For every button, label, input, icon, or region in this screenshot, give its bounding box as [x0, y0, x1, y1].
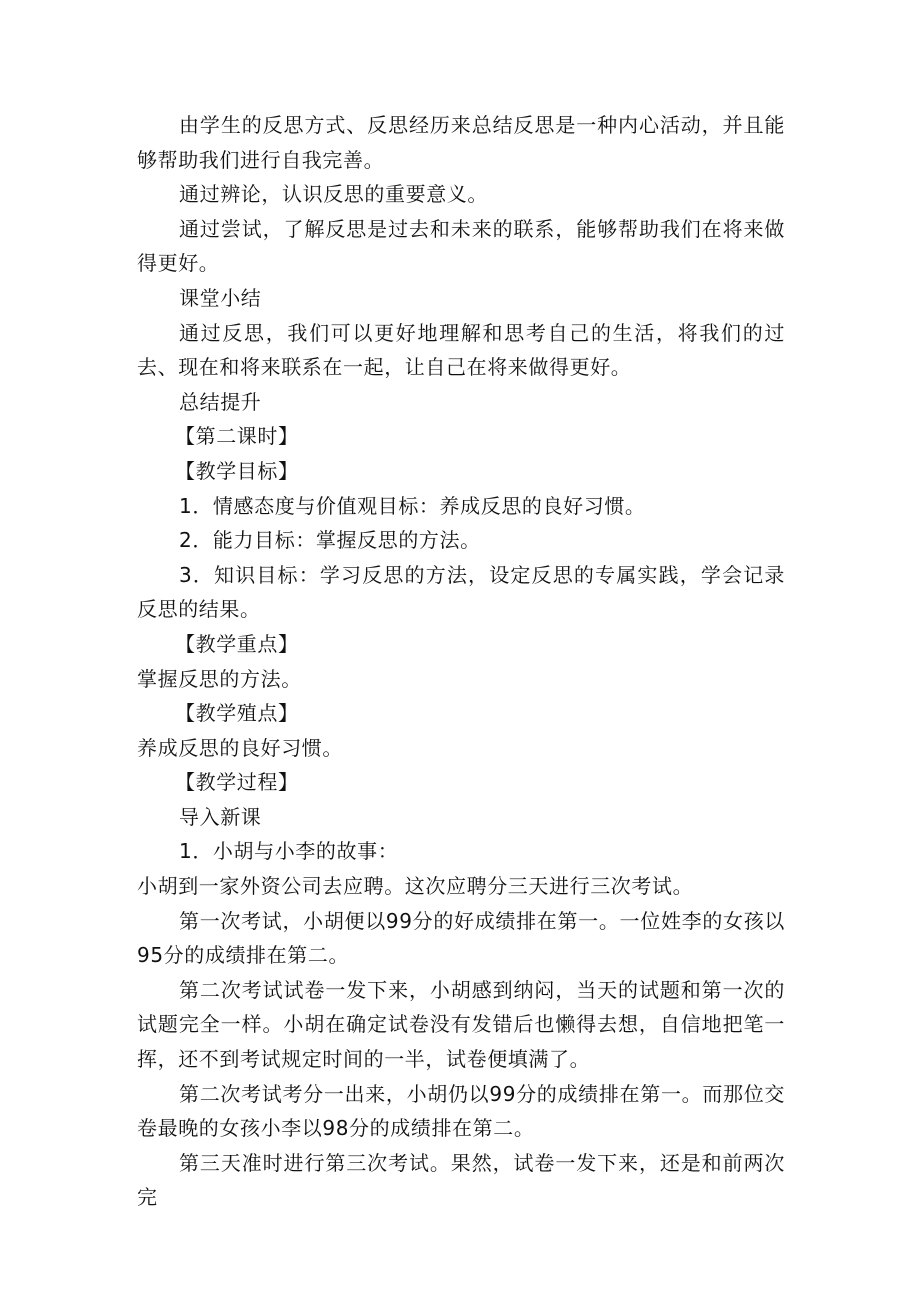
paragraph-summary-method: 由学生的反思方式、反思经历来总结反思是一种内心活动，并且能够帮助我们进行自我完善。 — [137, 113, 785, 172]
story-paragraph-3: 第二次考试试卷一发下来，小胡感到纳闷，当天的试题和第一次的试题完全一样。小胡在确定试卷没有发错后也懒得去想，自信地把笔一挥，还不到考试规定时间的一半，试卷便填满了。 — [137, 977, 785, 1072]
goal-item-2: 2．能力目标：掌握反思的方法。 — [179, 528, 481, 553]
goal-item-3: 3．知识目标：学习反思的方法，设定反思的专属实践，学会记录反思的结果。 — [137, 562, 785, 622]
document-page — [137, 108, 785, 1215]
heading-teaching-difficulty: 【教学殖点】 — [175, 701, 299, 726]
paragraph-class-summary: 通过反思，我们可以更好地理解和思考自己的生活，将我们的过去、现在和将来联系在一起，让自己在将来做得更好。 — [137, 320, 785, 380]
story-paragraph-4: 第二次考试考分一出来，小胡仍以99分的成绩排在第一。而那位交卷最晚的女孩小李以98分的成绩排在第二。 — [137, 1081, 785, 1141]
paragraph-attempt: 通过尝试，了解反思是过去和未来的联系，能够帮助我们在将来做得更好。 — [137, 216, 785, 276]
paragraph-teaching-difficulty: 养成反思的良好习惯。 — [137, 735, 343, 760]
heading-teaching-focus: 【教学重点】 — [175, 631, 299, 656]
heading-summary-improve: 总结提升 — [179, 389, 262, 414]
heading-class-summary: 课堂小结 — [179, 285, 262, 310]
story-paragraph-5: 第三天准时进行第三次考试。果然，试卷一发下来，还是和前两次完 — [137, 1150, 785, 1210]
paragraph-debate: 通过辨论，认识反思的重要意义。 — [179, 182, 488, 207]
paragraph-teaching-focus: 掌握反思的方法。 — [137, 666, 302, 691]
heading-second-lesson: 【第二课时】 — [175, 424, 299, 449]
heading-introduction: 导入新课 — [179, 804, 262, 829]
heading-teaching-process: 【教学过程】 — [175, 770, 299, 795]
heading-teaching-goals: 【教学目标】 — [175, 458, 299, 483]
story-paragraph-1: 小胡到一家外资公司去应聘。这次应聘分三天进行三次考试。 — [137, 874, 694, 899]
story-paragraph-2: 第一次考试，小胡便以99分的好成绩排在第一。一位姓李的女孩以95分的成绩排在第二。 — [137, 908, 785, 968]
goal-item-1: 1．情感态度与价值观目标：养成反思的良好习惯。 — [179, 493, 646, 518]
story-title: 1．小胡与小李的故事： — [179, 839, 399, 864]
